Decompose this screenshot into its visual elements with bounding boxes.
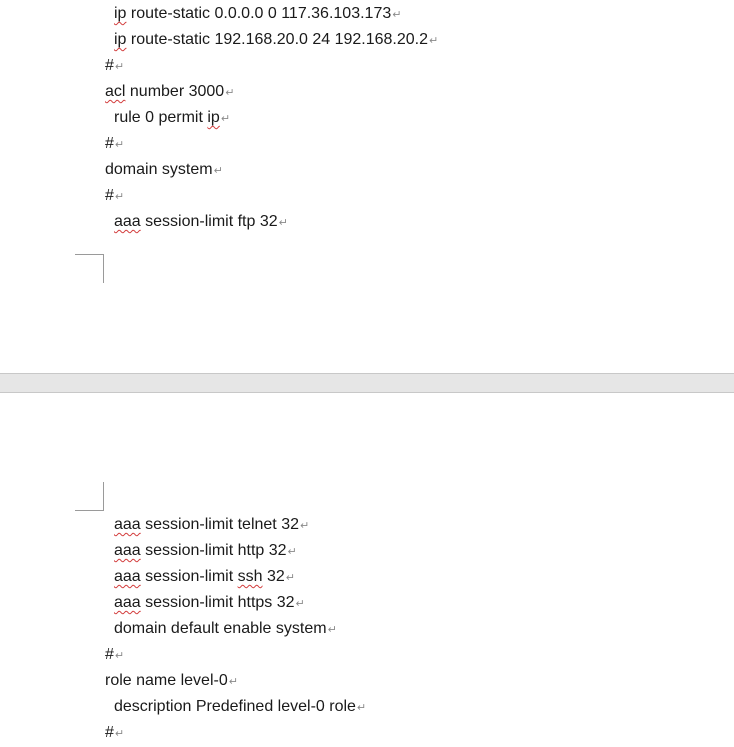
paragraph-mark-icon: ↵ [295, 598, 305, 610]
config-line: #↵ [105, 187, 125, 204]
config-line: aaa session-limit ftp 32↵ [114, 213, 288, 230]
paragraph-mark-icon: ↵ [300, 520, 310, 532]
config-line: aaa session-limit telnet 32↵ [114, 516, 310, 533]
spell-error-word: aaa [114, 568, 141, 585]
page-separator [0, 373, 734, 393]
config-line: aaa session-limit http 32↵ [114, 542, 297, 559]
paragraph-mark-icon: ↵ [114, 139, 125, 151]
config-line: ip route-static 192.168.20.0 24 192.168.20.2↵ [114, 31, 439, 48]
paragraph-mark-icon: ↵ [429, 35, 439, 47]
paragraph-mark-icon: ↵ [287, 546, 297, 558]
document-page-1 [0, 0, 734, 373]
paragraph-mark-icon: ↵ [114, 728, 125, 740]
spell-error-word: ip [207, 109, 220, 126]
paragraph-mark-icon: ↵ [225, 87, 235, 99]
config-line: domain system↵ [105, 161, 223, 178]
config-line: domain default enable system↵ [114, 620, 337, 637]
paragraph-mark-icon: ↵ [114, 191, 125, 203]
config-line: #↵ [105, 135, 125, 152]
config-line: role name level-0↵ [105, 672, 238, 689]
paragraph-mark-icon: ↵ [114, 650, 125, 662]
spell-error-word: aaa [114, 213, 141, 230]
paragraph-mark-icon: ↵ [392, 9, 402, 21]
config-line: rule 0 permit ip↵ [114, 109, 231, 126]
spell-error-word: aaa [114, 516, 141, 533]
paragraph-mark-icon: ↵ [228, 676, 238, 688]
spell-error-word: acl [105, 83, 126, 100]
spell-error-word: ip [114, 5, 127, 22]
config-line: #↵ [105, 57, 125, 74]
paragraph-mark-icon: ↵ [114, 61, 125, 73]
config-line: acl number 3000↵ [105, 83, 235, 100]
config-line: aaa session-limit ssh 32↵ [114, 568, 295, 585]
margin-corner-mark [75, 254, 104, 283]
spell-error-word: ssh [237, 568, 263, 585]
document-page-2 [0, 393, 734, 741]
config-line: ip route-static 0.0.0.0 0 117.36.103.173↵ [114, 5, 402, 22]
spell-error-word: aaa [114, 542, 141, 559]
spell-error-word: aaa [114, 594, 141, 611]
config-line: #↵ [105, 646, 125, 663]
paragraph-mark-icon: ↵ [285, 572, 295, 584]
margin-corner-mark [75, 482, 104, 511]
config-line: description Predefined level-0 role↵ [114, 698, 367, 715]
paragraph-mark-icon: ↵ [278, 217, 288, 229]
paragraph-mark-icon: ↵ [356, 702, 367, 714]
spell-error-word: ip [114, 31, 127, 48]
config-line: #↵ [105, 724, 125, 741]
paragraph-mark-icon: ↵ [327, 624, 337, 636]
paragraph-mark-icon: ↵ [220, 113, 231, 125]
paragraph-mark-icon: ↵ [213, 165, 223, 177]
config-line: aaa session-limit https 32↵ [114, 594, 305, 611]
